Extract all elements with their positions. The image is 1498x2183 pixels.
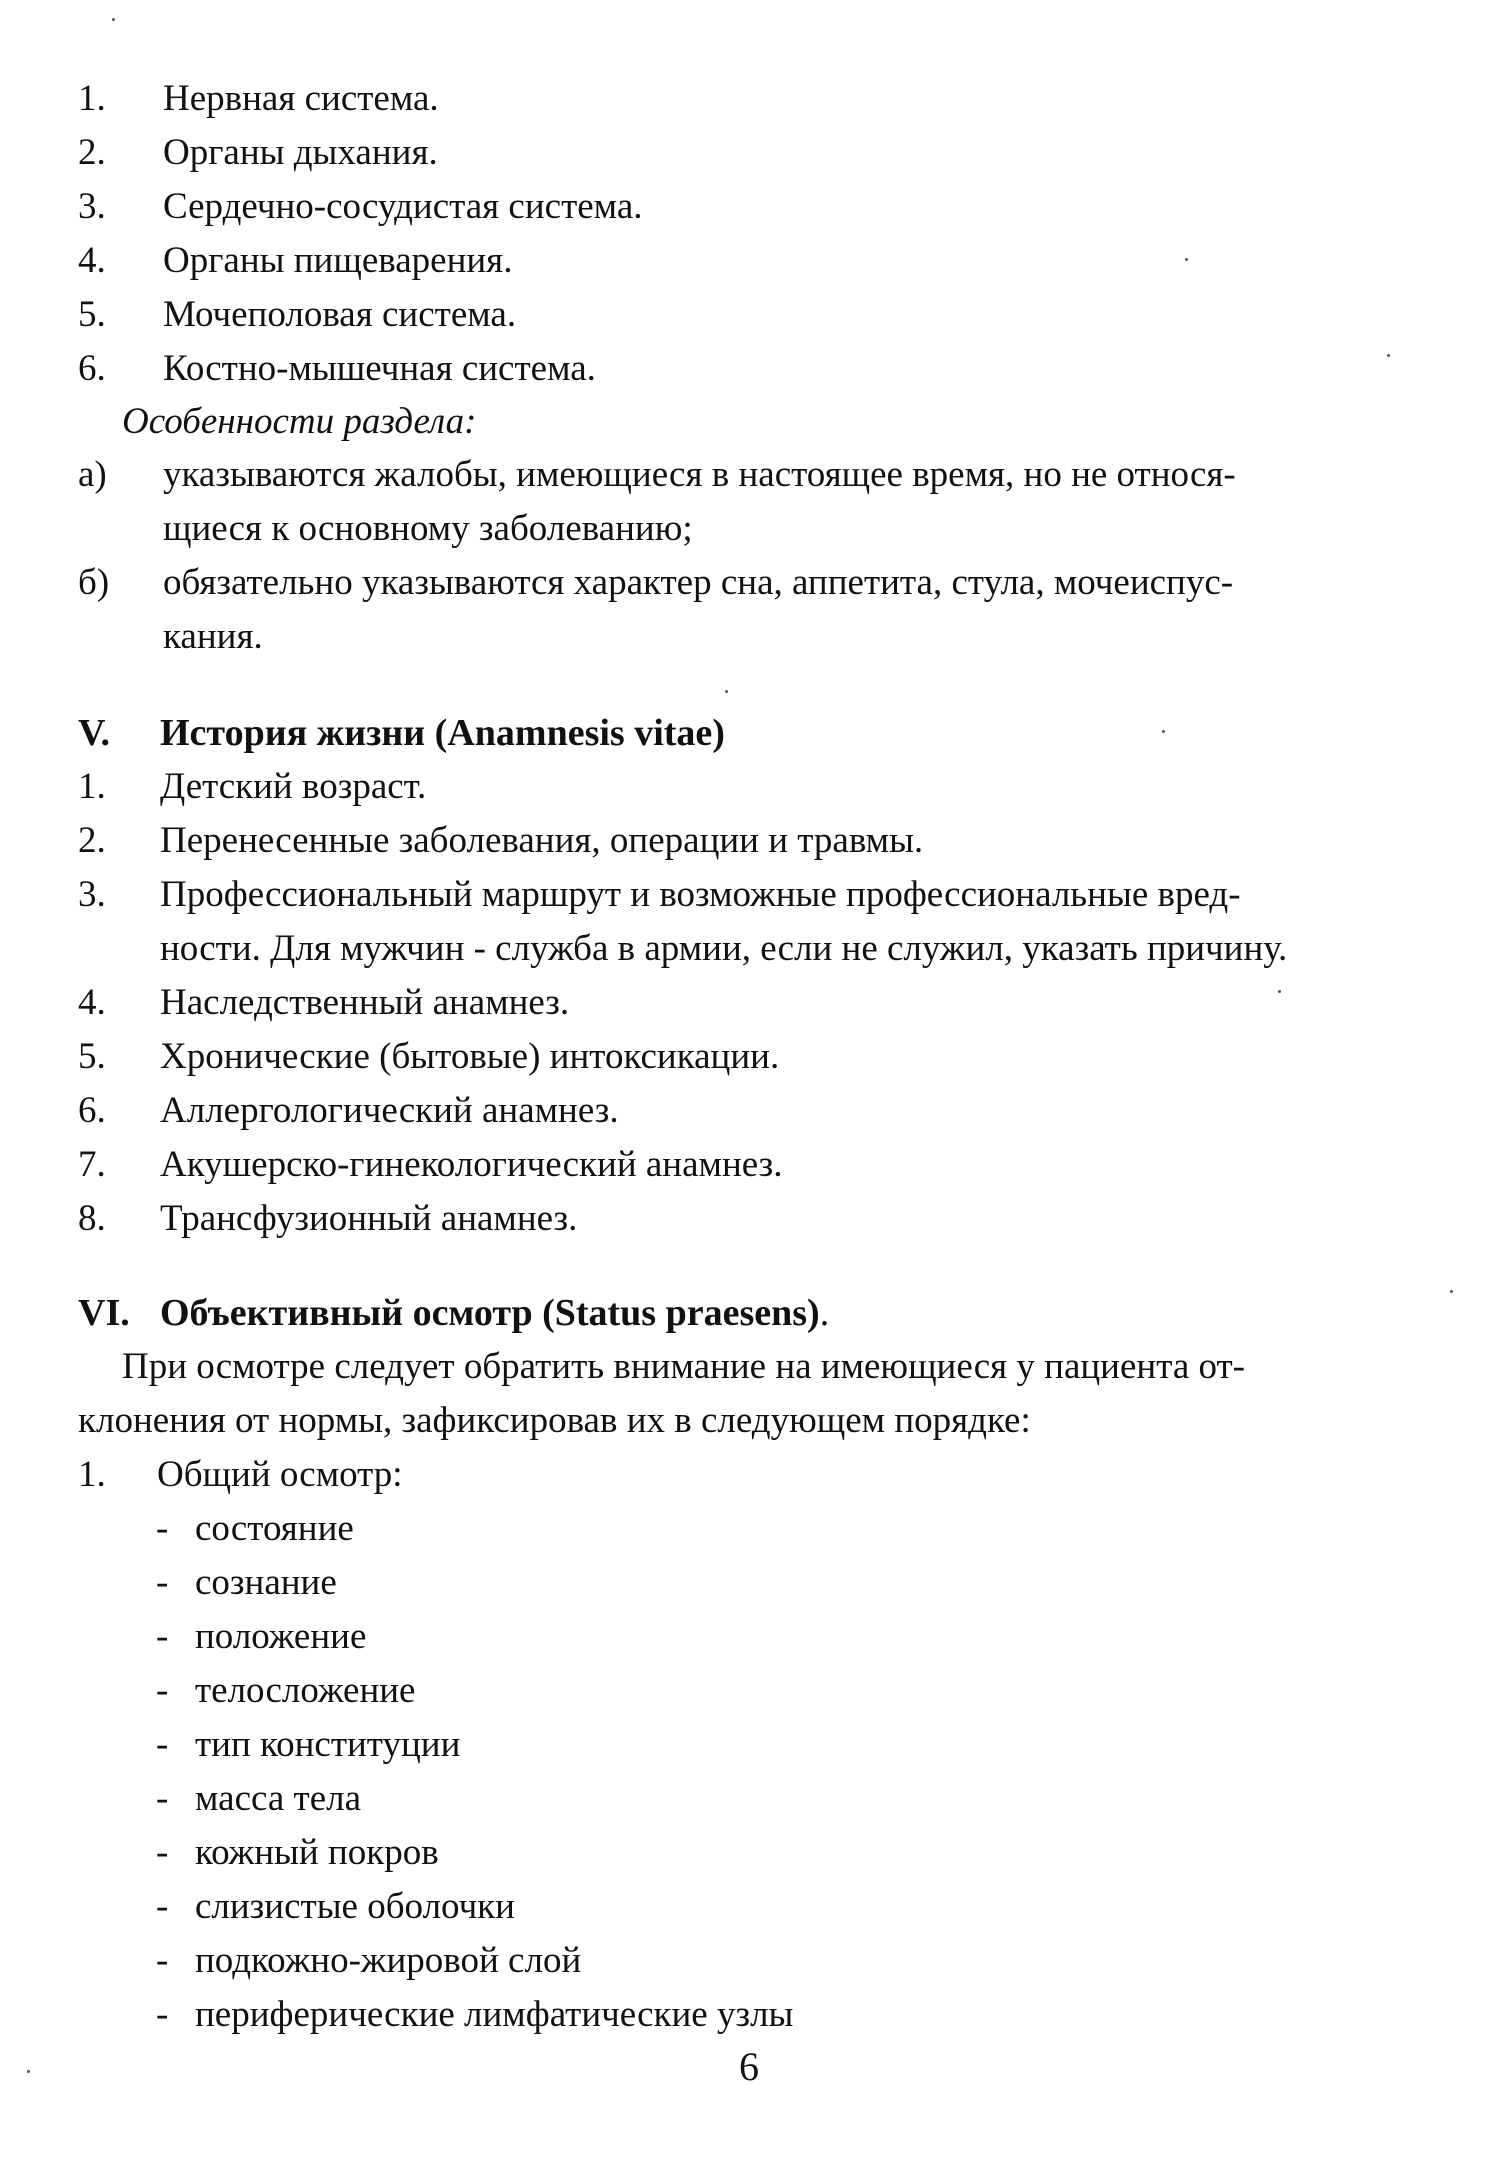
list-number: 5. (78, 1036, 106, 1077)
bullet-text: подкожно-жировой слой (195, 1940, 582, 1981)
intro-line: При осмотре следует обратить внимание на имеющиеся у пациента от- (122, 1346, 1245, 1387)
dash-marker: - (156, 1886, 169, 1927)
list-number: 2. (78, 132, 106, 173)
list-number: 7. (78, 1144, 106, 1185)
bullet-text: периферические лимфатические узлы (195, 1994, 794, 2035)
list-text: Органы дыхания. (163, 132, 438, 173)
scan-speck (725, 690, 728, 693)
scan-speck (1387, 354, 1390, 357)
list-number: 5. (78, 294, 106, 335)
list-number: 4. (78, 982, 106, 1023)
bullet-text: масса тела (195, 1778, 362, 1819)
list-text: Органы пищеварения. (163, 240, 513, 281)
list-number: 1. (78, 78, 106, 119)
dash-marker: - (156, 1940, 169, 1981)
list-text: Аллергологический анамнез. (160, 1090, 619, 1131)
bullet-text: состояние (195, 1508, 354, 1549)
list-number: 6. (78, 348, 106, 389)
bullet-text: тип конституции (195, 1724, 461, 1765)
section-number: V. (78, 712, 111, 754)
list-text: ности. Для мужчин - служба в армии, если не служил, указать причину. (160, 928, 1288, 969)
list-number: 3. (78, 186, 106, 227)
feature-text-line: указываются жалобы, имеющиеся в настоящее время, но не относя- (163, 454, 1236, 495)
bullet-text: телосложение (195, 1670, 416, 1711)
feature-marker: б) (78, 562, 110, 603)
list-text: Перенесенные заболевания, операции и травмы. (160, 820, 924, 861)
feature-marker: а) (78, 454, 107, 495)
section-title-tail: . (819, 1292, 830, 1334)
list-text: Наследственный анамнез. (160, 982, 570, 1023)
dash-marker: - (156, 1994, 169, 2035)
list-number: 3. (78, 874, 106, 915)
list-number: 6. (78, 1090, 106, 1131)
list-text: Хронические (бытовые) интоксикации. (160, 1036, 780, 1077)
list-number: 1. (78, 766, 106, 807)
bullet-text: кожный покров (195, 1832, 439, 1873)
section-title: История жизни (Anamnesis vitae) (160, 712, 725, 754)
dash-marker: - (156, 1724, 169, 1765)
list-number: 8. (78, 1198, 106, 1239)
bullet-text: сознание (195, 1562, 337, 1603)
list-number: 1. (78, 1454, 106, 1495)
dash-marker: - (156, 1832, 169, 1873)
feature-text-line: обязательно указываются характер сна, аппетита, стула, мочеиспус- (163, 562, 1234, 603)
dash-marker: - (156, 1778, 169, 1819)
scan-speck (112, 18, 115, 21)
list-text: Профессиональный маршрут и возможные профессиональные вред- (160, 874, 1241, 915)
list-text: Мочеполовая система. (163, 294, 517, 335)
features-label: Особенности раздела: (122, 401, 477, 442)
list-text: Детский возраст. (160, 766, 427, 807)
list-text: Нервная система. (163, 78, 439, 119)
section-title (160, 1286, 829, 1340)
scan-speck (1185, 258, 1188, 261)
list-text: Сердечно-сосудистая система. (163, 186, 643, 227)
list-number: 2. (78, 820, 106, 861)
intro-line: клонения от нормы, зафиксировав их в следующем порядке: (78, 1400, 1031, 1441)
list-text: Трансфузионный анамнез. (160, 1198, 578, 1239)
list-text: Акушерско-гинекологический анамнез. (160, 1144, 783, 1185)
bullet-text: положение (195, 1616, 367, 1657)
scan-speck (1278, 990, 1281, 993)
scan-speck (1450, 1290, 1453, 1293)
list-text: Общий осмотр: (157, 1454, 403, 1495)
dash-marker: - (156, 1508, 169, 1549)
scan-speck (1162, 730, 1165, 733)
dash-marker: - (156, 1616, 169, 1657)
scan-speck (27, 2070, 30, 2073)
page-number: 6 (739, 2044, 759, 2089)
section-title-text: Объективный осмотр (Status praesens) (160, 1292, 820, 1334)
dash-marker: - (156, 1562, 169, 1603)
list-number: 4. (78, 240, 106, 281)
list-text: Костно-мышечная система. (163, 348, 596, 389)
dash-marker: - (156, 1670, 169, 1711)
bullet-text: слизистые оболочки (195, 1886, 515, 1927)
section-number: VI. (78, 1292, 130, 1334)
feature-text-line: кания. (163, 616, 263, 657)
feature-text-line: щиеся к основному заболеванию; (163, 508, 693, 549)
